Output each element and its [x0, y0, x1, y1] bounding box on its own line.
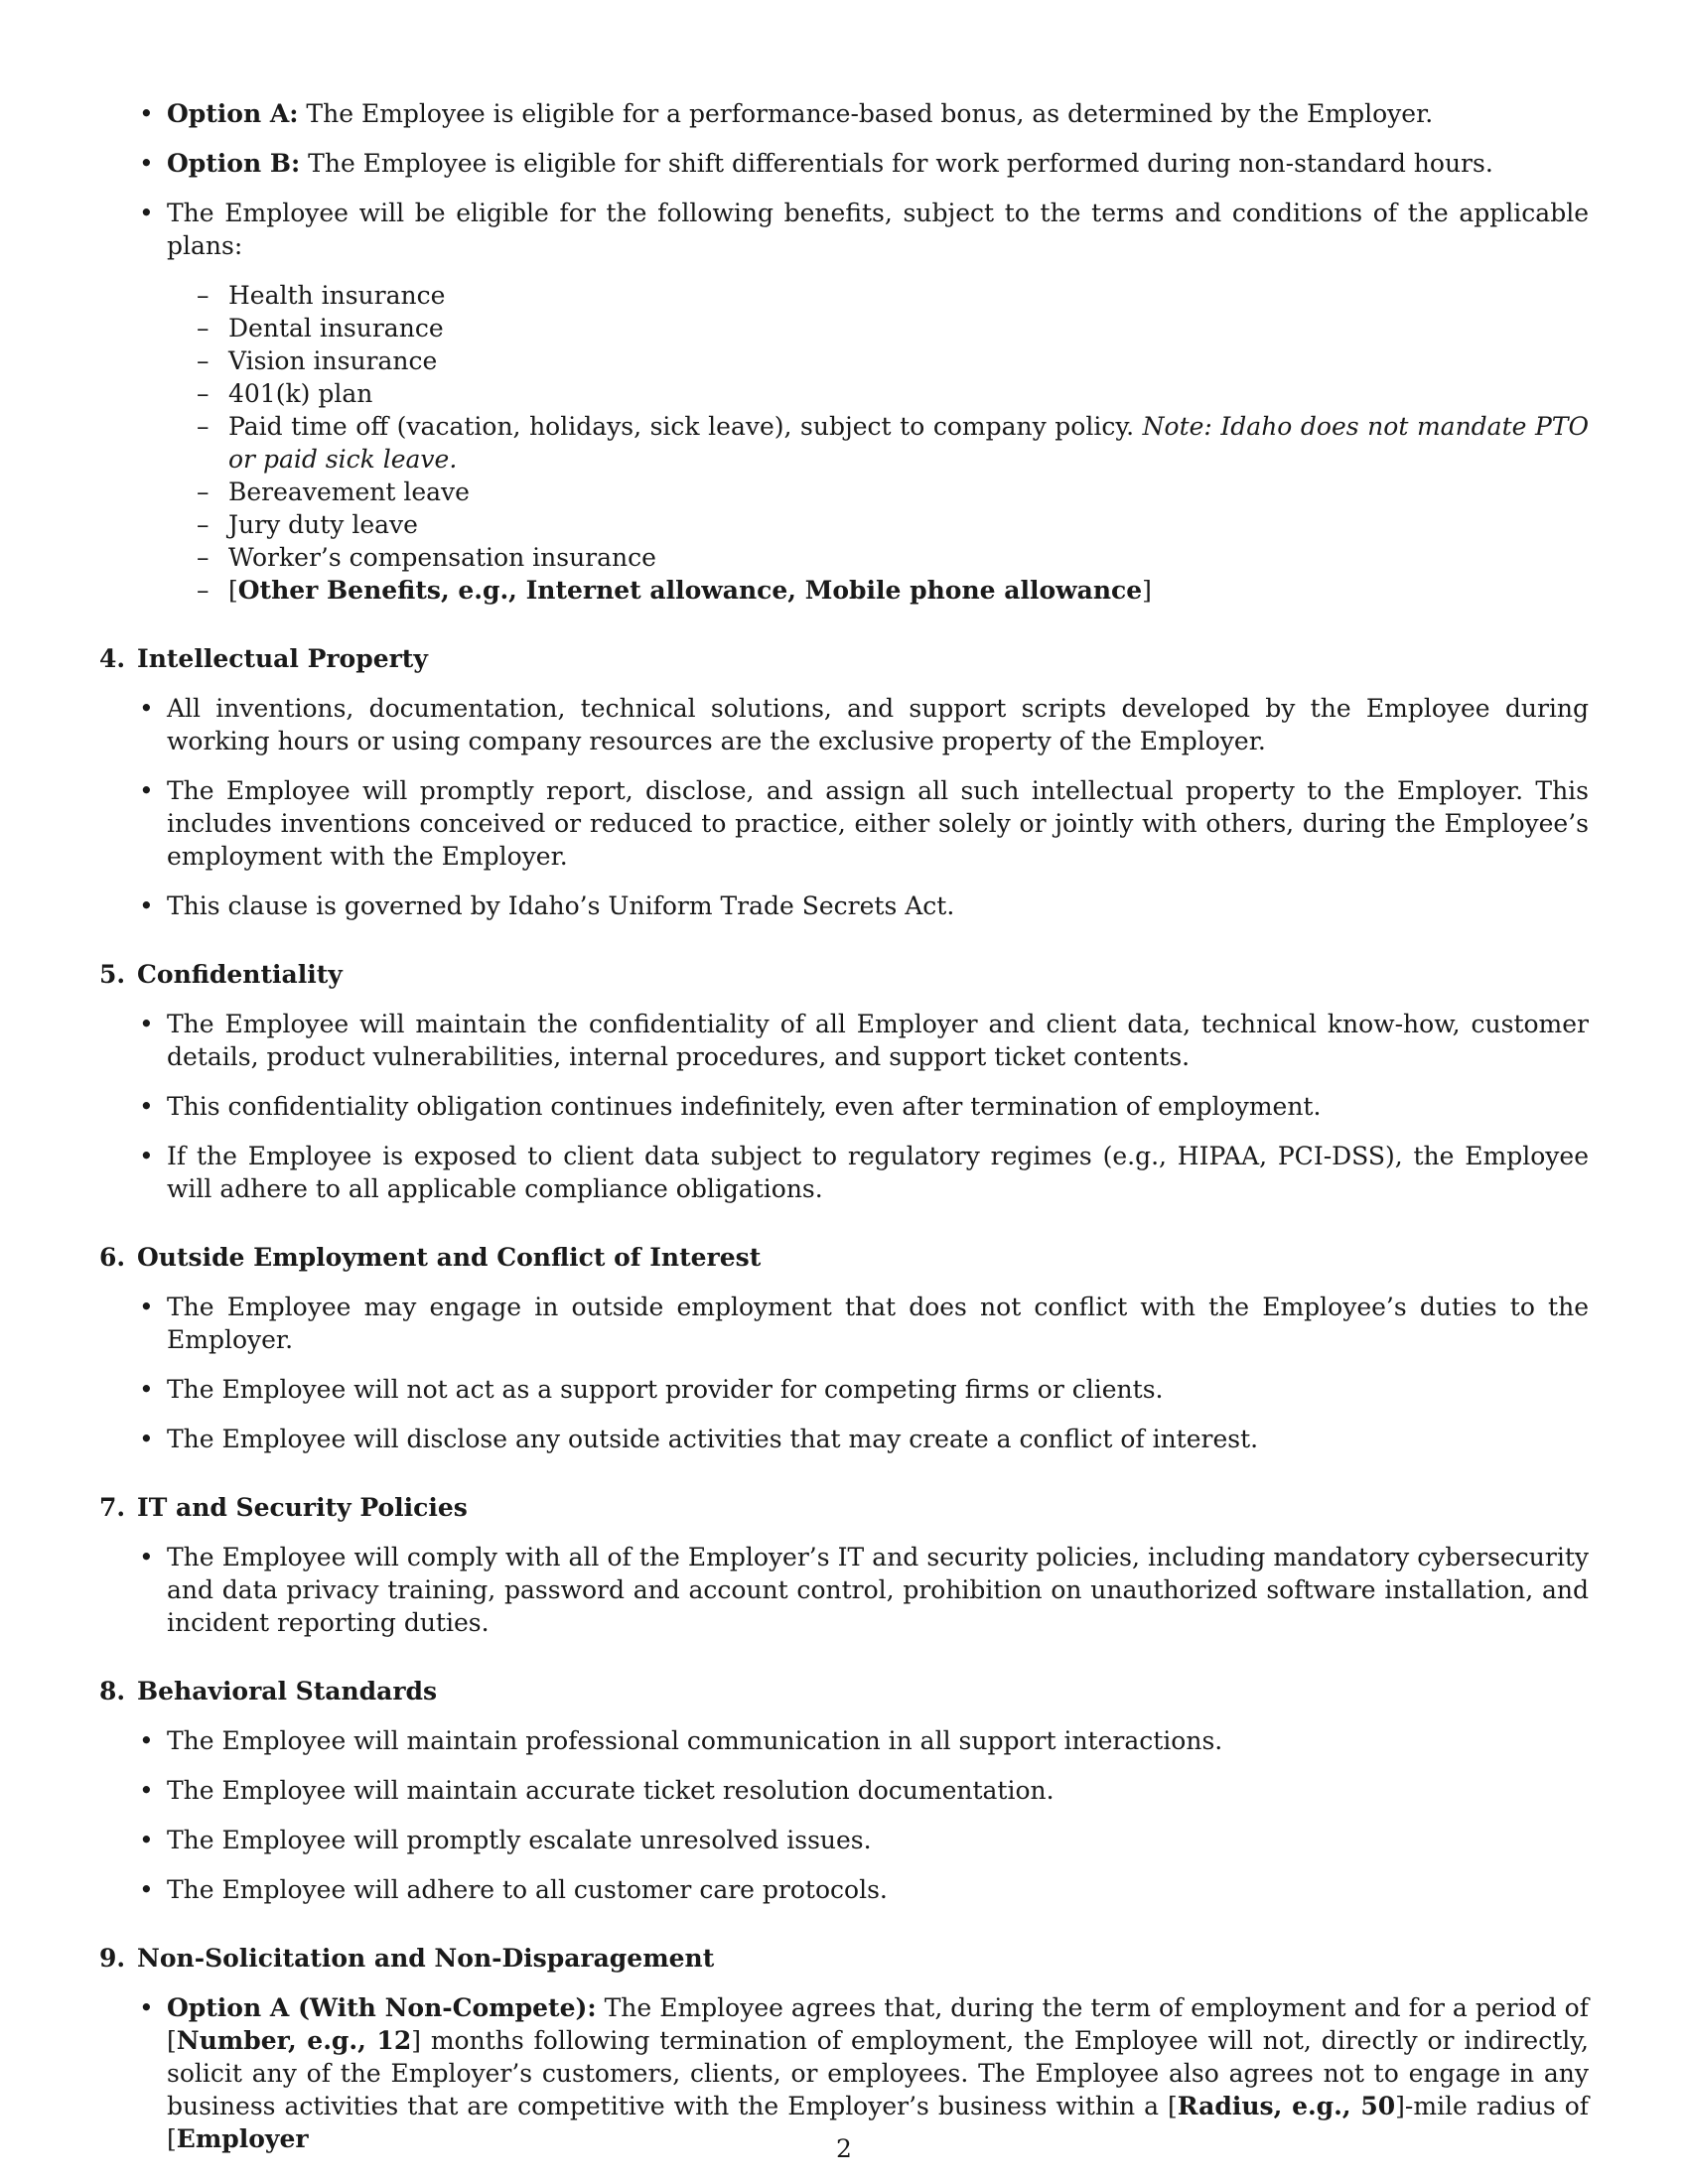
- radius-placeholder: Radius, e.g., 50: [1177, 2092, 1396, 2120]
- list-item: • This confidentiality obligation continues indefinitely, even after termination of employment.: [99, 1090, 1589, 1123]
- list-item: • If the Employee is exposed to client data subject to regulatory regimes (e.g., HIPAA, PCI-DSS), the Employee will adhere to all applicable compliance obligations.: [99, 1140, 1589, 1205]
- list-item: • The Employee will maintain professional communication in all support interactions.: [99, 1724, 1589, 1757]
- list-item: • The Employee will comply with all of the Employer’s IT and security policies, including mandatory cybersecurity and data privacy training, password and account control, prohibition on unauthorized software installation, and incident reporting duties.: [99, 1541, 1589, 1639]
- other-benefits-placeholder: Other Benefits, e.g., Internet allowance, Mobile phone allowance: [237, 576, 1143, 605]
- employer-placeholder: Employer: [176, 2124, 309, 2153]
- it-security-list: [99, 1541, 1589, 1639]
- list-item: • The Employee may engage in outside employment that does not conflict with the Employee’s duties to the Employer.: [99, 1291, 1589, 1356]
- page-content: [99, 97, 1589, 2172]
- section-heading-intellectual-property: 4. Intellectual Property: [99, 644, 428, 673]
- option-a-label: Option A:: [167, 99, 299, 128]
- list-item: • All inventions, documentation, technical solutions, and support scripts developed by the Employee during working hours or using company resources are the exclusive property of the Employer.: [99, 692, 1589, 757]
- pto-note: Note: Idaho does not mandate PTO or paid sick leave.: [228, 412, 1589, 474]
- list-item: • Option A: The Employee is eligible for a performance-based bonus, as determined by the Employer.: [99, 97, 1589, 130]
- list-item: • The Employee will disclose any outside activities that may create a conflict of interest.: [99, 1423, 1589, 1455]
- months-placeholder: Number, e.g., 12: [176, 2026, 412, 2055]
- section-heading-behavioral-standards: 8. Behavioral Standards: [99, 1677, 438, 1706]
- confidentiality-list: [99, 1008, 1589, 1205]
- behavioral-standards-list: [99, 1724, 1589, 1906]
- list-item: • The Employee will promptly report, disclose, and assign all such intellectual property to the Employer. This includes inventions conceived or reduced to practice, either solely or jointly with others, during the Employee’s employment with the Employer.: [99, 774, 1589, 873]
- benefit-item: – [Other Benefits, e.g., Internet allowance, Mobile phone allowance]: [167, 574, 1589, 607]
- benefit-item: – Health insurance: [167, 279, 1589, 312]
- outside-employment-list: [99, 1291, 1589, 1455]
- benefit-item: – Paid time off (vacation, holidays, sick leave), subject to company policy. Note: Idaho does not mandate PTO or paid sick leave.: [167, 410, 1589, 476]
- list-item: • Option A (With Non-Compete): The Employee agrees that, during the term of employment and for a period of [Number, e.g., 12] months following termination of employment, the Employee will not, directly or indirectly, solicit any of the Employer’s customers, clients, or employees. The Employee also agrees not to engage in any business activities that are competitive with the Employer’s business within a [Radius, e.g., 50]-mile radius of [Employer: [99, 1991, 1589, 2155]
- option-b-label: Option B:: [167, 149, 301, 178]
- page-number: 2: [836, 2134, 852, 2163]
- benefit-item: – 401(k) plan: [167, 377, 1589, 410]
- list-item: • The Employee will promptly escalate unresolved issues.: [99, 1824, 1589, 1856]
- list-item: • This clause is governed by Idaho’s Uniform Trade Secrets Act.: [99, 889, 1589, 922]
- benefit-item: – Bereavement leave: [167, 476, 1589, 508]
- compensation-list: [99, 97, 1589, 607]
- list-item: • The Employee will maintain the confidentiality of all Employer and client data, technical know-how, customer details, product vulnerabilities, internal procedures, and support ticket contents.: [99, 1008, 1589, 1073]
- list-item: [99, 197, 1589, 607]
- benefits-intro: The Employee will be eligible for the following benefits, subject to the terms and conditions of the applicable plans:: [167, 199, 1589, 260]
- benefit-item: – Worker’s compensation insurance: [167, 541, 1589, 574]
- intellectual-property-list: [99, 692, 1589, 922]
- benefit-item: – Jury duty leave: [167, 508, 1589, 541]
- benefit-item: – Vision insurance: [167, 344, 1589, 377]
- section-heading-non-solicitation: 9. Non-Solicitation and Non-Disparagement: [99, 1944, 715, 1973]
- option-a-non-compete-label: Option A (With Non-Compete):: [167, 1993, 597, 2022]
- list-item: • The Employee will maintain accurate ticket resolution documentation.: [99, 1774, 1589, 1807]
- non-solicitation-list: [99, 1991, 1589, 2155]
- list-item: • The Employee will adhere to all customer care protocols.: [99, 1873, 1589, 1906]
- section-heading-confidentiality: 5. Confidentiality: [99, 960, 343, 989]
- list-item: • Option B: The Employee is eligible for shift differentials for work performed during non-standard hours.: [99, 147, 1589, 180]
- section-heading-outside-employment: 6. Outside Employment and Conflict of Interest: [99, 1243, 762, 1272]
- benefits-sublist: [167, 279, 1589, 607]
- section-heading-it-security: 7. IT and Security Policies: [99, 1493, 468, 1522]
- benefit-item: – Dental insurance: [167, 312, 1589, 344]
- list-item: • The Employee will not act as a support provider for competing firms or clients.: [99, 1373, 1589, 1406]
